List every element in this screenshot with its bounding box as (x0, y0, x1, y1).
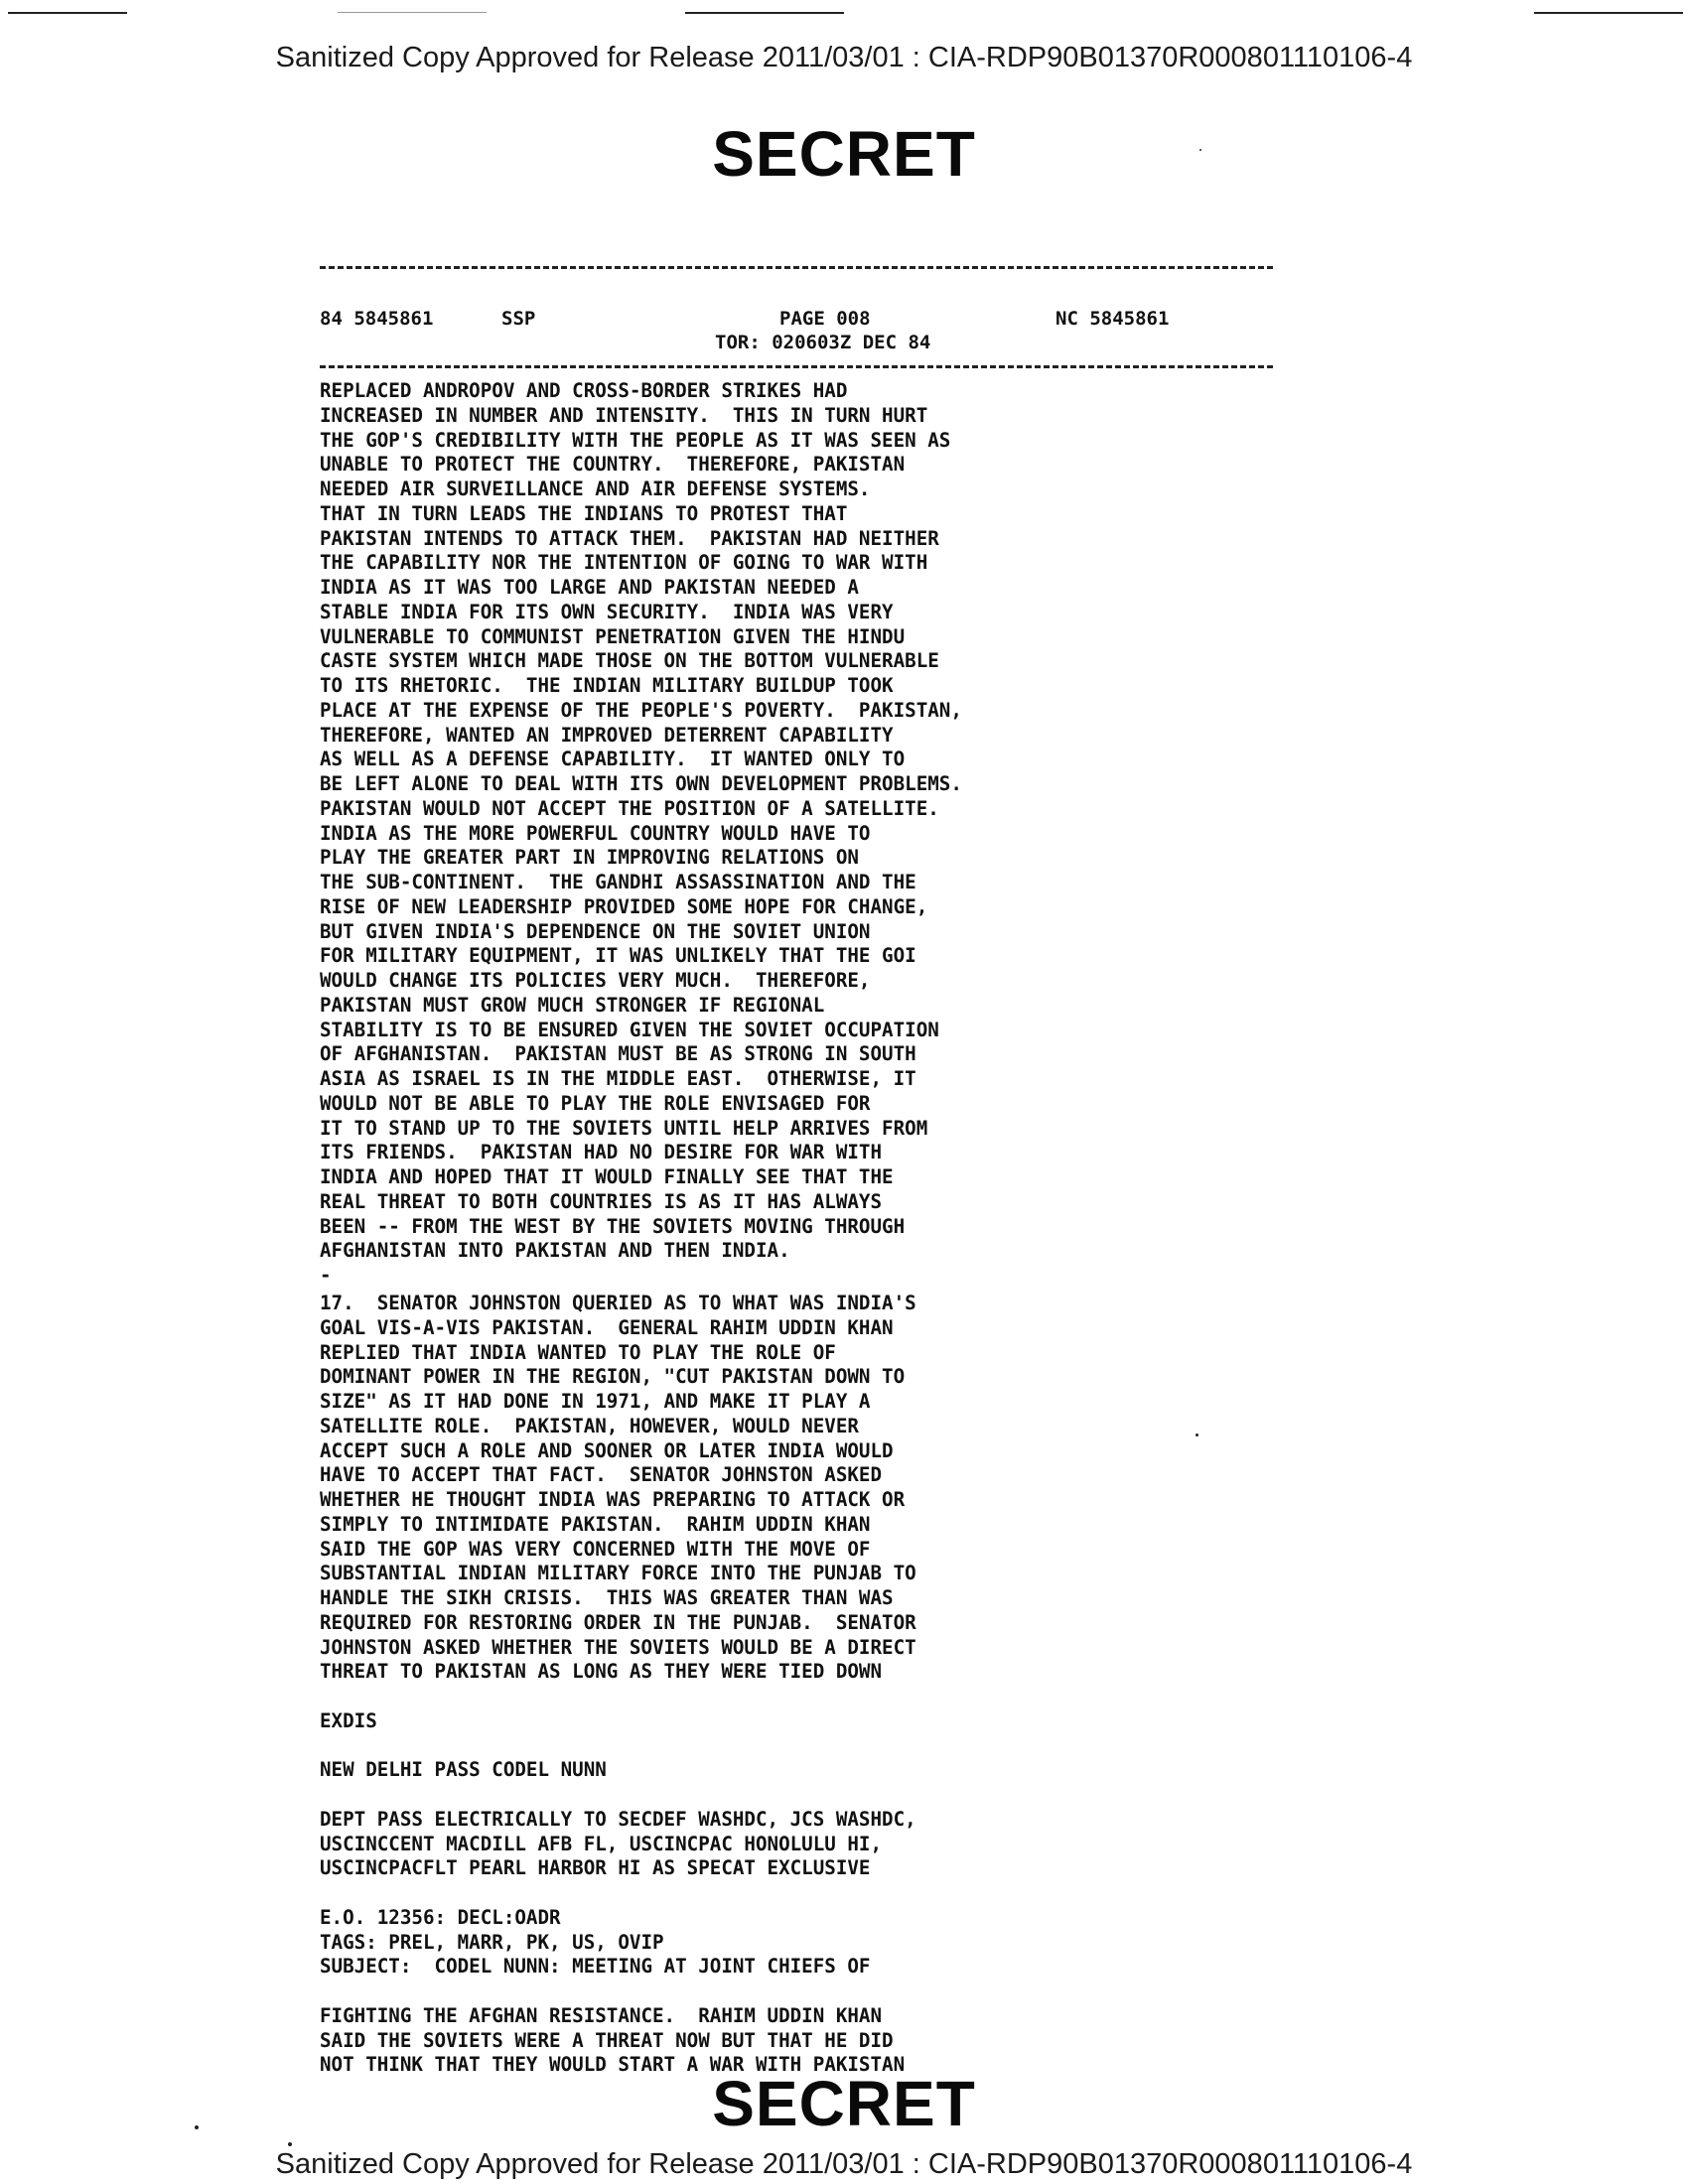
office-code: SSP (501, 308, 536, 330)
text-line: INDIA AND HOPED THAT IT WOULD FINALLY SEE THAT THE (320, 1165, 894, 1188)
classification-marking-top: SECRET (712, 118, 976, 190)
text-line: REPLACED ANDROPOV AND CROSS-BORDER STRIKES HAD (320, 379, 848, 402)
dash-mark: - (320, 1264, 332, 1287)
text-line: STABLE INDIA FOR ITS OWN SECURITY. INDIA WAS VERY (320, 600, 894, 623)
text-line: SUBJECT: CODEL NUNN: MEETING AT JOINT CHIEFS OF (320, 1955, 871, 1979)
release-banner-top: Sanitized Copy Approved for Release 2011/03/01 : CIA-RDP90B01370R000801110106-4 (275, 42, 1413, 73)
text-line: OF AFGHANISTAN. PAKISTAN MUST BE AS STRONG IN SOUTH (320, 1042, 916, 1066)
continuation-paragraph (320, 379, 1372, 1264)
text-line: CASTE SYSTEM WHICH MADE THOSE ON THE BOTTOM VULNERABLE (320, 649, 939, 673)
text-line: SIZE" AS IT HAD DONE IN 1971, AND MAKE IT PLAY A (320, 1390, 871, 1413)
text-line: IT TO STAND UP TO THE SOVIETS UNTIL HELP ARRIVES FROM (320, 1116, 928, 1140)
text-line: FIGHTING THE AFGHAN RESISTANCE. RAHIM UDDIN KHAN (320, 2003, 883, 2027)
text-line: TAGS: PREL, MARR, PK, US, OVIP (320, 1930, 664, 1954)
text-line: NOT THINK THAT THEY WOULD START A WAR WITH PAKISTAN (320, 2053, 906, 2077)
text-line: SUBSTANTIAL INDIAN MILITARY FORCE INTO THE PUNJAB TO (320, 1562, 916, 1585)
text-line: DOMINANT POWER IN THE REGION, "CUT PAKISTAN DOWN TO (320, 1365, 906, 1389)
text-line: GOAL VIS-A-VIS PAKISTAN. GENERAL RAHIM UDDIN KHAN (320, 1315, 894, 1339)
text-line: JOHNSTON ASKED WHETHER THE SOVIETS WOULD BE A DIRECT (320, 1635, 916, 1659)
cable-body (320, 379, 1372, 2078)
text-line: SIMPLY TO INTIMIDATE PAKISTAN. RAHIM UDDIN KHAN (320, 1512, 871, 1536)
text-line: STABILITY IS TO BE ENSURED GIVEN THE SOVIET OCCUPATION (320, 1018, 939, 1041)
text-line: THEREFORE, WANTED AN IMPROVED DETERRENT CAPABILITY (320, 723, 894, 747)
text-line: RISE OF NEW LEADERSHIP PROVIDED SOME HOPE FOR CHANGE, (320, 894, 928, 918)
scan-edge-mark (338, 12, 487, 13)
text-line: THE SUB-CONTINENT. THE GANDHI ASSASSINATION AND THE (320, 871, 916, 893)
text-line: VULNERABLE TO COMMUNIST PENETRATION GIVEN THE HINDU (320, 624, 906, 648)
text-line: NEEDED AIR SURVEILLANCE AND AIR DEFENSE SYSTEMS. (320, 478, 871, 500)
header-rule-bottom (320, 365, 1273, 368)
text-line: E.O. 12356: DECL:OADR (320, 1905, 561, 1929)
text-line: BEEN -- FROM THE WEST BY THE SOVIETS MOVING THROUGH (320, 1214, 906, 1238)
scan-speck (288, 2142, 292, 2146)
text-line: WOULD NOT BE ABLE TO PLAY THE ROLE ENVISAGED FOR (320, 1091, 871, 1115)
text-line: ASIA AS ISRAEL IS IN THE MIDDLE EAST. OTHERWISE, IT (320, 1067, 916, 1090)
text-line: AFGHANISTAN INTO PAKISTAN AND THEN INDIA. (320, 1239, 790, 1263)
dept-pass-block (320, 1808, 1372, 1881)
text-line: AS WELL AS A DEFENSE CAPABILITY. IT WANTED ONLY TO (320, 748, 906, 771)
text-line: FOR MILITARY EQUIPMENT, IT WAS UNLIKELY THAT THE GOI (320, 944, 916, 968)
text-line: SATELLITE ROLE. PAKISTAN, HOWEVER, WOULD NEVER (320, 1414, 859, 1437)
text-line: PAKISTAN MUST GROW MUCH STRONGER IF REGIONAL (320, 993, 825, 1017)
text-line: REPLIED THAT INDIA WANTED TO PLAY THE ROLE OF (320, 1340, 836, 1364)
text-line: THAT IN TURN LEADS THE INDIANS TO PROTEST THAT (320, 501, 848, 525)
text-line: USCINCPACFLT PEARL HARBOR HI AS SPECAT EXCLUSIVE (320, 1856, 871, 1880)
text-line: BE LEFT ALONE TO DEAL WITH ITS OWN DEVELOPMENT PROBLEMS. (320, 772, 962, 795)
text-line: PAKISTAN WOULD NOT ACCEPT THE POSITION OF A SATELLITE. (320, 796, 939, 820)
text-line: INCREASED IN NUMBER AND INTENSITY. THIS IN TURN HURT (320, 403, 928, 427)
classification-marking-bottom: SECRET (712, 2068, 976, 2139)
time-of-receipt: TOR: 020603Z DEC 84 (715, 332, 931, 353)
release-banner-bottom: Sanitized Copy Approved for Release 2011/03/01 : CIA-RDP90B01370R000801110106-4 (275, 2148, 1413, 2180)
paragraph-17 (320, 1292, 1372, 1685)
text-line: INDIA AS THE MORE POWERFUL COUNTRY WOULD HAVE TO (320, 821, 871, 845)
text-line: HANDLE THE SIKH CRISIS. THIS WAS GREATER THAN WAS (320, 1586, 894, 1609)
tags-block (320, 1906, 1372, 1979)
text-line: THE CAPABILITY NOR THE INTENTION OF GOING TO WAR WITH (320, 551, 928, 575)
text-line: PAKISTAN INTENDS TO ATTACK THEM. PAKISTAN HAD NEITHER (320, 526, 939, 550)
text-line: REQUIRED FOR RESTORING ORDER IN THE PUNJAB. SENATOR (320, 1610, 916, 1634)
text-line: PLACE AT THE EXPENSE OF THE PEOPLE'S POVERTY. PAKISTAN, (320, 698, 962, 722)
header-rule-top (320, 266, 1273, 269)
text-line: INDIA AS IT WAS TOO LARGE AND PAKISTAN NEEDED A (320, 576, 859, 599)
cable-number: 84 5845861 (320, 308, 434, 330)
text-line: BUT GIVEN INDIA'S DEPENDENCE ON THE SOVIET UNION (320, 919, 871, 943)
text-line: WOULD CHANGE ITS POLICIES VERY MUCH. THEREFORE, (320, 969, 871, 992)
scan-edge-mark (8, 12, 127, 14)
scan-edge-mark (1534, 12, 1683, 14)
text-line: ACCEPT SUCH A ROLE AND SOONER OR LATER INDIA WOULD (320, 1438, 894, 1462)
text-line: HAVE TO ACCEPT THAT FACT. SENATOR JOHNSTON ASKED (320, 1463, 883, 1487)
text-line: 17. SENATOR JOHNSTON QUERIED AS TO WHAT WAS INDIA'S (320, 1292, 916, 1314)
text-line: ITS FRIENDS. PAKISTAN HAD NO DESIRE FOR WAR WITH (320, 1141, 883, 1164)
text-line: USCINCCENT MACDILL AFB FL, USCINCPAC HONOLULU HI, (320, 1832, 883, 1855)
page-number: PAGE 008 (779, 308, 871, 330)
text-line: THREAT TO PAKISTAN AS LONG AS THEY WERE TIED DOWN (320, 1660, 883, 1684)
text-line: DEPT PASS ELECTRICALLY TO SECDEF WASHDC, JCS WASHDC, (320, 1807, 916, 1831)
text-line: TO ITS RHETORIC. THE INDIAN MILITARY BUILDUP TOOK (320, 674, 894, 697)
text-line: PLAY THE GREATER PART IN IMPROVING RELATIONS ON (320, 846, 859, 870)
pass-line: NEW DELHI PASS CODEL NUNN (320, 1758, 607, 1782)
text-line: SAID THE GOP WAS VERY CONCERNED WITH THE MOVE OF (320, 1537, 871, 1561)
scan-edge-mark (685, 12, 844, 14)
text-line: UNABLE TO PROTECT THE COUNTRY. THEREFORE, PAKISTAN (320, 453, 906, 477)
text-line: THE GOP'S CREDIBILITY WITH THE PEOPLE AS IT WAS SEEN AS (320, 428, 951, 452)
text-line: WHETHER HE THOUGHT INDIA WAS PREPARING TO ATTACK OR (320, 1488, 906, 1511)
nc-number: NC 5845861 (1055, 308, 1170, 330)
text-line: SAID THE SOVIETS WERE A THREAT NOW BUT THAT HE DID (320, 2028, 894, 2052)
text-line: REAL THREAT TO BOTH COUNTRIES IS AS IT HAS ALWAYS (320, 1189, 883, 1213)
exdis-marking: EXDIS (320, 1708, 377, 1732)
